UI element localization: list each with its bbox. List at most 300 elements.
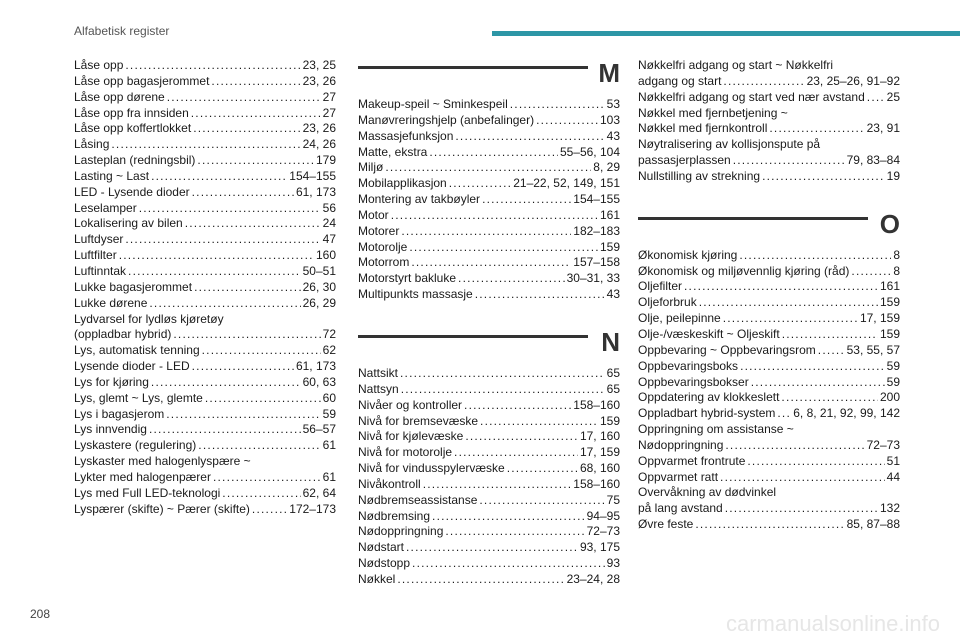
entry-term: Overvåkning av dødvinkel — [638, 485, 777, 500]
entry-pages: 19 — [886, 168, 900, 183]
index-column-3 — [638, 58, 900, 533]
index-entry — [74, 375, 336, 391]
entry-pages: 65 — [606, 381, 620, 396]
entry-leader-dots — [149, 422, 301, 438]
entry-pages: 27 — [322, 89, 336, 104]
section-header — [358, 327, 620, 363]
entry-term: Nattsyn — [358, 381, 399, 396]
entry-pages: 24, 26 — [302, 137, 336, 152]
entry-term: Lukke dørene — [74, 295, 148, 310]
index-entry — [358, 509, 620, 525]
index-entry — [638, 311, 900, 327]
entry-leader-dots — [782, 327, 878, 343]
index-entry — [638, 90, 900, 106]
entry-leader-dots — [723, 311, 858, 327]
entry-pages: 21–22, 52, 149, 151 — [513, 176, 620, 191]
entry-term: Oppbevaringsboks — [638, 358, 739, 373]
entry-term: Nøkkelfri adgang og start ~ Nøkkelfri — [638, 58, 834, 72]
index-entry — [74, 296, 336, 312]
section-letter: N — [601, 326, 620, 357]
entry-pages: 56–57 — [302, 422, 336, 437]
entry-leader-dots — [465, 429, 578, 445]
entry-pages: 68, 160 — [579, 461, 620, 476]
index-entry — [74, 169, 336, 185]
entry-leader-dots — [194, 280, 301, 296]
entry-pages: 79, 83–84 — [846, 153, 900, 168]
entry-term: Oppbevaringsbokser — [638, 374, 749, 389]
entry-term: Leselamper — [74, 200, 137, 215]
entry-term: Nivå for bremsevæske — [358, 413, 479, 428]
entry-leader-dots — [432, 509, 585, 525]
entry-term: Nøkkel med fjernkontroll — [638, 121, 768, 136]
entry-term: Økonomisk og miljøvennlig kjøring (råd) — [638, 263, 850, 278]
entry-pages: 23, 91 — [866, 121, 900, 136]
index-entry — [358, 97, 620, 113]
entry-pages: 56 — [322, 200, 336, 215]
entry-term: Lys i bagasjerom — [74, 406, 165, 421]
entry-leader-dots — [479, 493, 604, 509]
entry-term: Nøkkelfri adgang og start ved nær avstand — [638, 89, 865, 104]
entry-leader-dots — [747, 454, 884, 470]
entry-leader-dots — [762, 169, 885, 185]
entry-leader-dots — [510, 97, 605, 113]
entry-term: Låsing — [74, 137, 110, 152]
section-header — [638, 209, 900, 245]
entry-pages: 93 — [606, 556, 620, 571]
entry-leader-dots — [193, 121, 300, 137]
entry-leader-dots — [197, 153, 314, 169]
index-entry — [358, 271, 620, 287]
entry-leader-dots — [222, 486, 300, 502]
entry-pages: 157–158 — [573, 255, 620, 270]
index-entry — [638, 74, 900, 90]
entry-leader-dots — [173, 327, 320, 343]
entry-leader-dots — [429, 145, 558, 161]
index-entry — [74, 280, 336, 296]
entry-pages: 159 — [599, 413, 620, 428]
entry-pages: 161 — [879, 279, 900, 294]
entry-pages: 172–173 — [289, 501, 336, 516]
entry-pages: 103 — [599, 112, 620, 127]
entry-pages: 23, 26 — [302, 73, 336, 88]
entry-pages: 26, 29 — [302, 295, 336, 310]
section-letter: O — [879, 208, 900, 239]
section-gap — [638, 185, 900, 207]
index-entry — [638, 153, 900, 169]
entry-leader-dots — [777, 406, 791, 422]
index-entry — [74, 264, 336, 280]
entry-term: Lysende dioder - LED — [74, 359, 190, 374]
entry-pages: 72–73 — [866, 437, 900, 452]
entry-pages: 93, 175 — [579, 540, 620, 555]
index-entry — [358, 176, 620, 192]
entry-leader-dots — [213, 470, 321, 486]
entry-pages: 72 — [322, 327, 336, 342]
entry-term: Nivå for vindusspylervæske — [358, 461, 505, 476]
index-entry — [358, 113, 620, 129]
entry-pages: 62 — [322, 343, 336, 358]
entry-pages: 132 — [879, 501, 900, 516]
entry-term: Nattsikt — [358, 365, 399, 380]
entry-term: Økonomisk kjøring — [638, 247, 738, 262]
entry-term: Luftinntak — [74, 263, 127, 278]
index-entry — [74, 185, 336, 201]
entry-term: Lys innvendig — [74, 422, 147, 437]
index-entry — [74, 216, 336, 232]
index-entry — [358, 414, 620, 430]
entry-pages: 23, 26 — [302, 121, 336, 136]
index-entry — [74, 422, 336, 438]
section-letter: M — [598, 58, 620, 88]
entry-leader-dots — [454, 445, 578, 461]
entry-term: Lys for kjøring — [74, 374, 149, 389]
entry-term: Nødstopp — [358, 556, 411, 571]
entry-leader-dots — [192, 359, 294, 375]
entry-term: Nivåer og kontroller — [358, 397, 463, 412]
entry-leader-dots — [111, 137, 300, 153]
entry-term: Nødoppringning — [638, 437, 724, 452]
entry-pages: 23, 25 — [302, 58, 336, 72]
section-gap — [358, 303, 620, 325]
index-entry — [358, 540, 620, 556]
entry-term: Oppringning om assistanse ~ — [638, 422, 794, 437]
entry-leader-dots — [699, 295, 878, 311]
entry-pages: 25 — [886, 89, 900, 104]
header-accent-bar — [492, 31, 960, 36]
entry-pages: 24 — [322, 216, 336, 231]
entry-term: passasjerplassen — [638, 153, 731, 168]
entry-leader-dots — [192, 185, 294, 201]
index-entry — [358, 287, 620, 303]
entry-pages: 17, 160 — [579, 429, 620, 444]
index-entry — [358, 224, 620, 240]
entry-leader-dots — [397, 572, 564, 588]
entry-pages: 44 — [886, 469, 900, 484]
entry-pages: 59 — [886, 374, 900, 389]
entry-leader-dots — [464, 398, 571, 414]
entry-pages: 30–31, 33 — [566, 271, 620, 286]
entry-term: Miljø — [358, 160, 384, 175]
entry-term: Olje-/væskeskift ~ Oljeskift — [638, 326, 780, 341]
index-entry — [638, 121, 900, 137]
index-entry — [358, 129, 620, 145]
entry-pages: 43 — [606, 287, 620, 302]
section-header — [358, 58, 620, 94]
entry-term: Oljefilter — [638, 279, 683, 294]
entry-leader-dots — [423, 477, 572, 493]
section-rule — [638, 217, 868, 220]
index-entry — [638, 248, 900, 264]
entry-pages: 154–155 — [289, 168, 336, 183]
index-entry — [74, 74, 336, 90]
entry-term: på lang avstand — [638, 501, 723, 516]
index-entry — [74, 391, 336, 407]
index-entry — [74, 137, 336, 153]
entry-term: Låse opp bagasjerommet — [74, 73, 210, 88]
entry-leader-dots — [198, 438, 320, 454]
entry-term: Multipunkts massasje — [358, 287, 473, 302]
index-entry — [74, 248, 336, 264]
entry-term: Nøkkel — [358, 571, 396, 586]
entry-term: Lyspærer (skifte) ~ Pærer (skifte) — [74, 501, 250, 516]
entry-pages: 182–183 — [573, 223, 620, 238]
index-entry — [358, 398, 620, 414]
entry-pages: 53, 55, 57 — [846, 342, 900, 357]
index-entry — [358, 382, 620, 398]
entry-term: Lys med Full LED-teknologi — [74, 485, 221, 500]
entry-term: Låse opp koffertlokket — [74, 121, 192, 136]
entry-term: Nødstart — [358, 540, 405, 555]
entry-pages: 159 — [599, 239, 620, 254]
entry-term: Nøkkel med fjernbetjening ~ — [638, 105, 788, 120]
entry-pages: 61, 173 — [295, 184, 336, 199]
entry-term: Nødbremseassistanse — [358, 492, 478, 507]
index-entry — [638, 264, 900, 280]
entry-pages: 59 — [886, 358, 900, 373]
entry-term: Lyskaster med halogenlyspære ~ — [74, 454, 251, 469]
entry-term: Lasting ~ Last — [74, 168, 150, 183]
entry-pages: 154–155 — [573, 192, 620, 207]
index-entry — [638, 137, 900, 153]
index-entry — [638, 438, 900, 454]
entry-pages: 23–24, 28 — [566, 571, 620, 586]
section-rule — [358, 335, 588, 338]
entry-pages: 55–56, 104 — [559, 144, 620, 159]
index-entry — [74, 470, 336, 486]
entry-leader-dots — [695, 517, 844, 533]
index-entry — [358, 477, 620, 493]
entry-pages: 8, 29 — [593, 160, 620, 175]
entry-pages: 60 — [322, 390, 336, 405]
index-entry — [358, 240, 620, 256]
index-entry — [638, 343, 900, 359]
entry-leader-dots — [166, 407, 320, 423]
entry-leader-dots — [391, 208, 598, 224]
entry-term: LED - Lysende dioder — [74, 184, 190, 199]
entry-term: Låse opp — [74, 58, 124, 72]
entry-pages: 47 — [322, 232, 336, 247]
index-entry — [74, 58, 336, 74]
entry-pages: 53 — [606, 97, 620, 111]
entry-leader-dots — [449, 176, 512, 192]
entry-term: Motorer — [358, 223, 400, 238]
entry-term: Luftdyser — [74, 232, 124, 247]
entry-term: Oppdatering av klokkeslett — [638, 390, 780, 405]
index-column-2 — [358, 58, 620, 588]
entry-leader-dots — [720, 470, 885, 486]
index-entry — [74, 312, 336, 328]
index-entry — [74, 407, 336, 423]
entry-leader-dots — [139, 201, 321, 217]
entry-leader-dots — [211, 74, 300, 90]
entry-term: Matte, ekstra — [358, 144, 428, 159]
index-entry — [358, 160, 620, 176]
entry-term: Oppvarmet frontrute — [638, 453, 746, 468]
entry-pages: 8 — [893, 247, 900, 262]
entry-pages: 72–73 — [586, 524, 620, 539]
index-entry — [358, 429, 620, 445]
entry-term: Nødoppringning — [358, 524, 444, 539]
index-entry — [638, 58, 900, 74]
index-entry — [638, 406, 900, 422]
entry-term: Låse opp fra innsiden — [74, 105, 189, 120]
entry-pages: 179 — [315, 153, 336, 168]
index-entry — [74, 232, 336, 248]
index-entry — [74, 486, 336, 502]
index-entry — [74, 359, 336, 375]
entry-term: Lys, automatisk tenning — [74, 343, 200, 358]
index-entry — [74, 153, 336, 169]
entry-pages: 6, 8, 21, 92, 99, 142 — [793, 406, 900, 421]
entry-term: Lasteplan (redningsbil) — [74, 153, 196, 168]
entry-term: Lyskastere (regulering) — [74, 438, 197, 453]
entry-term: adgang og start — [638, 73, 722, 88]
header-title: Alfabetisk register — [74, 24, 170, 38]
entry-term: Nivå for motorolje — [358, 445, 453, 460]
entry-pages: 85, 87–88 — [846, 517, 900, 532]
entry-leader-dots — [482, 192, 571, 208]
entry-pages: 51 — [886, 453, 900, 468]
entry-leader-dots — [191, 106, 321, 122]
index-entry — [638, 169, 900, 185]
index-entry — [74, 327, 336, 343]
entry-term: Nivåkontroll — [358, 476, 421, 491]
entry-leader-dots — [406, 540, 578, 556]
index-entry — [358, 145, 620, 161]
index-entry — [638, 375, 900, 391]
entry-leader-dots — [458, 271, 565, 287]
entry-leader-dots — [411, 255, 571, 271]
entry-pages: 50–51 — [302, 263, 336, 278]
entry-pages: 60, 63 — [302, 374, 336, 389]
index-entry — [638, 359, 900, 375]
entry-term: Olje, peilepinne — [638, 311, 721, 326]
entry-leader-dots — [536, 113, 598, 129]
entry-leader-dots — [185, 216, 321, 232]
entry-leader-dots — [455, 129, 604, 145]
entry-pages: 158–160 — [573, 397, 620, 412]
entry-term: Motorolje — [358, 239, 408, 254]
entry-term: Oppladbart hybrid-system — [638, 406, 776, 421]
index-entry — [74, 201, 336, 217]
index-entry — [358, 366, 620, 382]
entry-pages: 65 — [606, 365, 620, 380]
entry-pages: 62, 64 — [302, 485, 336, 500]
entry-leader-dots — [125, 232, 320, 248]
index-entry — [638, 470, 900, 486]
entry-pages: 159 — [879, 295, 900, 310]
entry-term: Lukke bagasjerommet — [74, 279, 193, 294]
entry-term: Nivå for kjølevæske — [358, 429, 464, 444]
index-column-1 — [74, 58, 336, 517]
entry-term: Manøvreringshjelp (anbefalinger) — [358, 112, 535, 127]
index-entry — [638, 106, 900, 122]
entry-leader-dots — [151, 375, 301, 391]
entry-pages: 61 — [322, 469, 336, 484]
entry-pages: 158–160 — [573, 476, 620, 491]
entry-pages: 43 — [606, 128, 620, 143]
page-number: 208 — [30, 607, 51, 621]
entry-pages: 61 — [322, 438, 336, 453]
entry-term: Oljeforbruk — [638, 295, 697, 310]
watermark: carmanualsonline.info — [725, 611, 940, 636]
entry-term: Nullstilling av strekning — [638, 168, 761, 183]
entry-pages: 61, 173 — [295, 359, 336, 374]
entry-term: Lydvarsel for lydløs kjøretøy — [74, 311, 224, 326]
entry-leader-dots — [725, 438, 864, 454]
index-entry — [74, 502, 336, 518]
entry-leader-dots — [401, 382, 605, 398]
entry-leader-dots — [252, 502, 287, 518]
entry-leader-dots — [400, 366, 605, 382]
entry-pages: 94–95 — [586, 508, 620, 523]
entry-term: Motorstyrt bakluke — [358, 271, 457, 286]
entry-leader-dots — [401, 224, 571, 240]
entry-leader-dots — [740, 359, 885, 375]
index-entry — [74, 438, 336, 454]
entry-leader-dots — [149, 296, 300, 312]
entry-leader-dots — [769, 121, 864, 137]
entry-term: Mobilapplikasjon — [358, 176, 447, 191]
entry-leader-dots — [167, 90, 321, 106]
index-entry — [638, 422, 900, 438]
entry-leader-dots — [385, 160, 591, 176]
entry-term: Massasjefunksjon — [358, 128, 454, 143]
index-entry — [74, 454, 336, 470]
index-entry — [358, 461, 620, 477]
entry-term: Nøytralisering av kollisjonspute på — [638, 137, 821, 152]
entry-pages: 161 — [599, 207, 620, 222]
entry-term: Luftfilter — [74, 248, 117, 263]
entry-term: Montering av takbøyler — [358, 192, 481, 207]
index-entry — [638, 327, 900, 343]
index-entry — [638, 390, 900, 406]
entry-leader-dots — [151, 169, 287, 185]
entry-leader-dots — [128, 264, 301, 280]
index-entry — [638, 501, 900, 517]
entry-pages: 26, 30 — [302, 279, 336, 294]
entry-pages: 17, 159 — [859, 311, 900, 326]
index-entry — [638, 485, 900, 501]
entry-leader-dots — [119, 248, 314, 264]
index-entry — [358, 208, 620, 224]
index-entry — [358, 255, 620, 271]
entry-leader-dots — [205, 391, 321, 407]
index-entry — [638, 454, 900, 470]
entry-term: Nødbremsing — [358, 508, 431, 523]
entry-term: Motorrom — [358, 255, 410, 270]
entry-leader-dots — [723, 74, 804, 90]
entry-term: Motor — [358, 207, 389, 222]
entry-term: Lykter med halogenpærer — [74, 469, 211, 484]
index-entry — [358, 445, 620, 461]
index-entry — [638, 517, 900, 533]
entry-term: Makeup-speil ~ Sminkespeil — [358, 97, 508, 111]
entry-term: (oppladbar hybrid) — [74, 327, 172, 342]
entry-pages: 160 — [315, 248, 336, 263]
entry-pages: 75 — [606, 492, 620, 507]
index-entry — [358, 192, 620, 208]
entry-pages: 200 — [879, 390, 900, 405]
entry-leader-dots — [684, 279, 878, 295]
entry-leader-dots — [851, 264, 891, 280]
entry-leader-dots — [202, 343, 321, 359]
index-entry — [358, 493, 620, 509]
index-entry — [74, 121, 336, 137]
entry-leader-dots — [409, 240, 598, 256]
section-rule — [358, 66, 588, 69]
entry-term: Lys, glemt ~ Lys, glemte — [74, 390, 203, 405]
